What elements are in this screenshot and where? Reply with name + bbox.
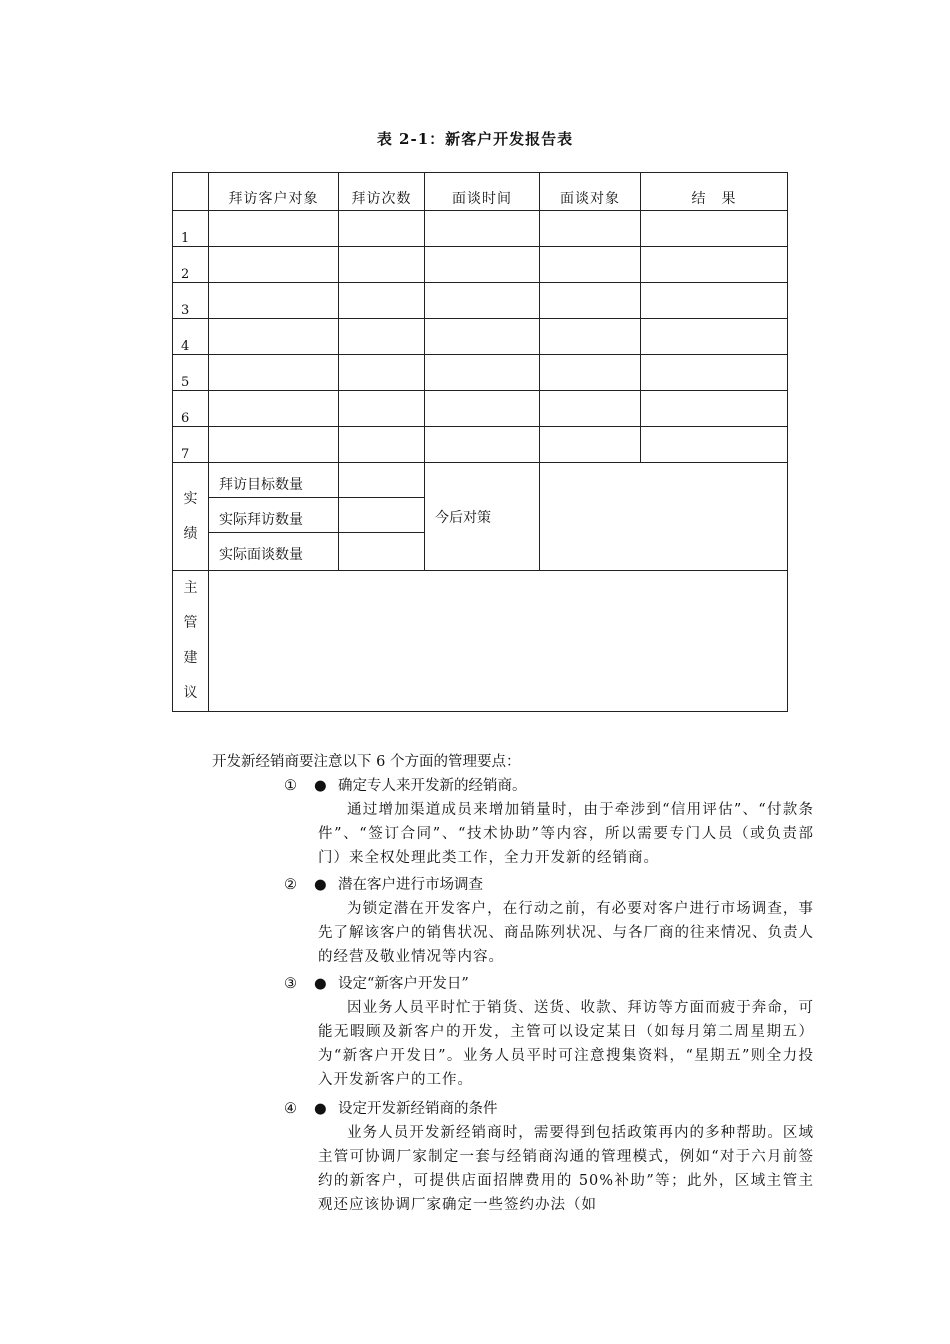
supervisor-advice-value[interactable] <box>209 571 788 712</box>
table-cell[interactable] <box>209 355 339 391</box>
table-row <box>173 247 788 283</box>
row-number: 1 <box>173 211 209 247</box>
new-customer-report-table <box>172 172 788 712</box>
list-item <box>284 1097 814 1217</box>
table-cell[interactable] <box>540 391 641 427</box>
table-cell[interactable] <box>540 319 641 355</box>
table-cell[interactable] <box>425 211 540 247</box>
metric-labels <box>209 463 339 571</box>
item-heading: 设定开发新经销商的条件 <box>338 1101 498 1117</box>
advice-row <box>173 571 788 712</box>
table-cell[interactable] <box>339 319 425 355</box>
table-cell[interactable] <box>209 283 339 319</box>
table-cell[interactable] <box>339 427 425 463</box>
table-cell[interactable] <box>209 319 339 355</box>
table-cell[interactable] <box>209 211 339 247</box>
table-row <box>173 211 788 247</box>
bullet-icon: ● <box>314 1101 327 1117</box>
table-cell[interactable] <box>339 247 425 283</box>
item-text: 为锁定潜在开发客户，在行动之前，有必要对客户进行市场调查，事先了解该客户的销售状况、商品陈列状况、与各厂商的往来情况、负责人的经营及敬业情况等内容。 <box>318 901 814 965</box>
row-number: 7 <box>173 427 209 463</box>
bullet-icon: ● <box>314 778 327 794</box>
table-cell[interactable] <box>540 211 641 247</box>
table-cell[interactable] <box>641 211 788 247</box>
table-cell[interactable] <box>339 391 425 427</box>
table-cell[interactable] <box>641 391 788 427</box>
metric-actual-visits: 实际拜访数量 <box>209 498 338 533</box>
header-row <box>173 173 788 211</box>
table-cell[interactable] <box>641 427 788 463</box>
row-number: 3 <box>173 283 209 319</box>
header-visit-count: 拜访次数 <box>339 173 425 211</box>
bullet-icon: ● <box>314 877 327 893</box>
row-number: 2 <box>173 247 209 283</box>
table-cell[interactable] <box>425 355 540 391</box>
table-cell[interactable] <box>339 355 425 391</box>
table-row <box>173 391 788 427</box>
item-number: ④ <box>284 1101 297 1117</box>
header-meeting-time: 面谈时间 <box>425 173 540 211</box>
metric-actual-meetings-value[interactable] <box>339 533 424 568</box>
table-cell[interactable] <box>641 247 788 283</box>
table-cell[interactable] <box>209 247 339 283</box>
row-number: 6 <box>173 391 209 427</box>
table-cell[interactable] <box>425 391 540 427</box>
metric-actual-meetings: 实际面谈数量 <box>219 547 303 563</box>
results-row <box>173 463 788 571</box>
item-heading: 设定“新客户开发日” <box>338 976 469 992</box>
corner-cell <box>173 173 209 211</box>
table-cell[interactable] <box>339 283 425 319</box>
item-text: 因业务人员平时忙于销货、送货、收款、拜访等方面而疲于奔命，可能无暇顾及新客户的开发，主管可以设定某日（如每月第二周星期五）为“新客户开发日”。业务人员平时可注意搜集资料，“星期五”则全力投入开发新客户的工作。 <box>318 1000 814 1088</box>
item-number: ③ <box>284 976 297 992</box>
results-label: 实 绩 <box>173 463 209 571</box>
table-row <box>173 355 788 391</box>
metric-target-visits-value[interactable] <box>339 463 424 498</box>
list-item <box>284 873 814 969</box>
item-text: 通过增加渠道成员来增加销量时，由于牵涉到“信用评估”、“付款条件”、“签订合同”、“技术协助”等内容，所以需要专门人员（或负责部门）来全权处理此类工作，全力开发新的经销商。 <box>318 802 814 866</box>
table-cell[interactable] <box>209 427 339 463</box>
bullet-icon: ● <box>314 976 327 992</box>
item-number: ① <box>284 778 297 794</box>
list-item <box>284 972 814 1092</box>
header-meeting-person: 面谈对象 <box>540 173 641 211</box>
table-cell[interactable] <box>540 283 641 319</box>
item-heading: 潜在客户进行市场调查 <box>338 877 483 893</box>
table-cell[interactable] <box>540 427 641 463</box>
row-number: 5 <box>173 355 209 391</box>
metric-values <box>339 463 425 571</box>
metric-actual-visits-value[interactable] <box>339 498 424 533</box>
table-row <box>173 319 788 355</box>
future-strategy-label: 今后对策 <box>425 463 540 571</box>
table-cell[interactable] <box>209 391 339 427</box>
table-title: 表 2-1：新客户开发报告表 <box>376 130 574 148</box>
table-cell[interactable] <box>425 319 540 355</box>
table-cell[interactable] <box>540 247 641 283</box>
future-strategy-value[interactable] <box>540 463 788 571</box>
item-number: ② <box>284 877 297 893</box>
table-row <box>173 283 788 319</box>
table-cell[interactable] <box>425 427 540 463</box>
item-heading: 确定专人来开发新的经销商。 <box>338 778 527 794</box>
table-cell[interactable] <box>540 355 641 391</box>
intro-text: 开发新经销商要注意以下 6 个方面的管理要点： <box>212 754 521 770</box>
table-cell[interactable] <box>641 283 788 319</box>
metric-target-visits: 拜访目标数量 <box>209 463 338 498</box>
table-cell[interactable] <box>339 211 425 247</box>
table-cell[interactable] <box>425 283 540 319</box>
table-cell[interactable] <box>425 247 540 283</box>
table-cell[interactable] <box>641 355 788 391</box>
table-cell[interactable] <box>641 319 788 355</box>
header-result: 结 果 <box>641 173 788 211</box>
list-item <box>284 774 814 870</box>
item-text: 业务人员开发新经销商时，需要得到包括政策再内的多种帮助。区域主管可协调厂家制定一套与经销商沟通的管理模式，例如“对于六月前签约的新客户，可提供店面招牌费用的 50%补助”等；此外，区域主管主观还应该协调厂家确定一些签约办法（如 <box>318 1125 814 1213</box>
row-number: 4 <box>173 319 209 355</box>
table-row <box>173 427 788 463</box>
supervisor-advice-label: 主 管 建 议 <box>173 571 209 712</box>
header-visit-client: 拜访客户对象 <box>209 173 339 211</box>
